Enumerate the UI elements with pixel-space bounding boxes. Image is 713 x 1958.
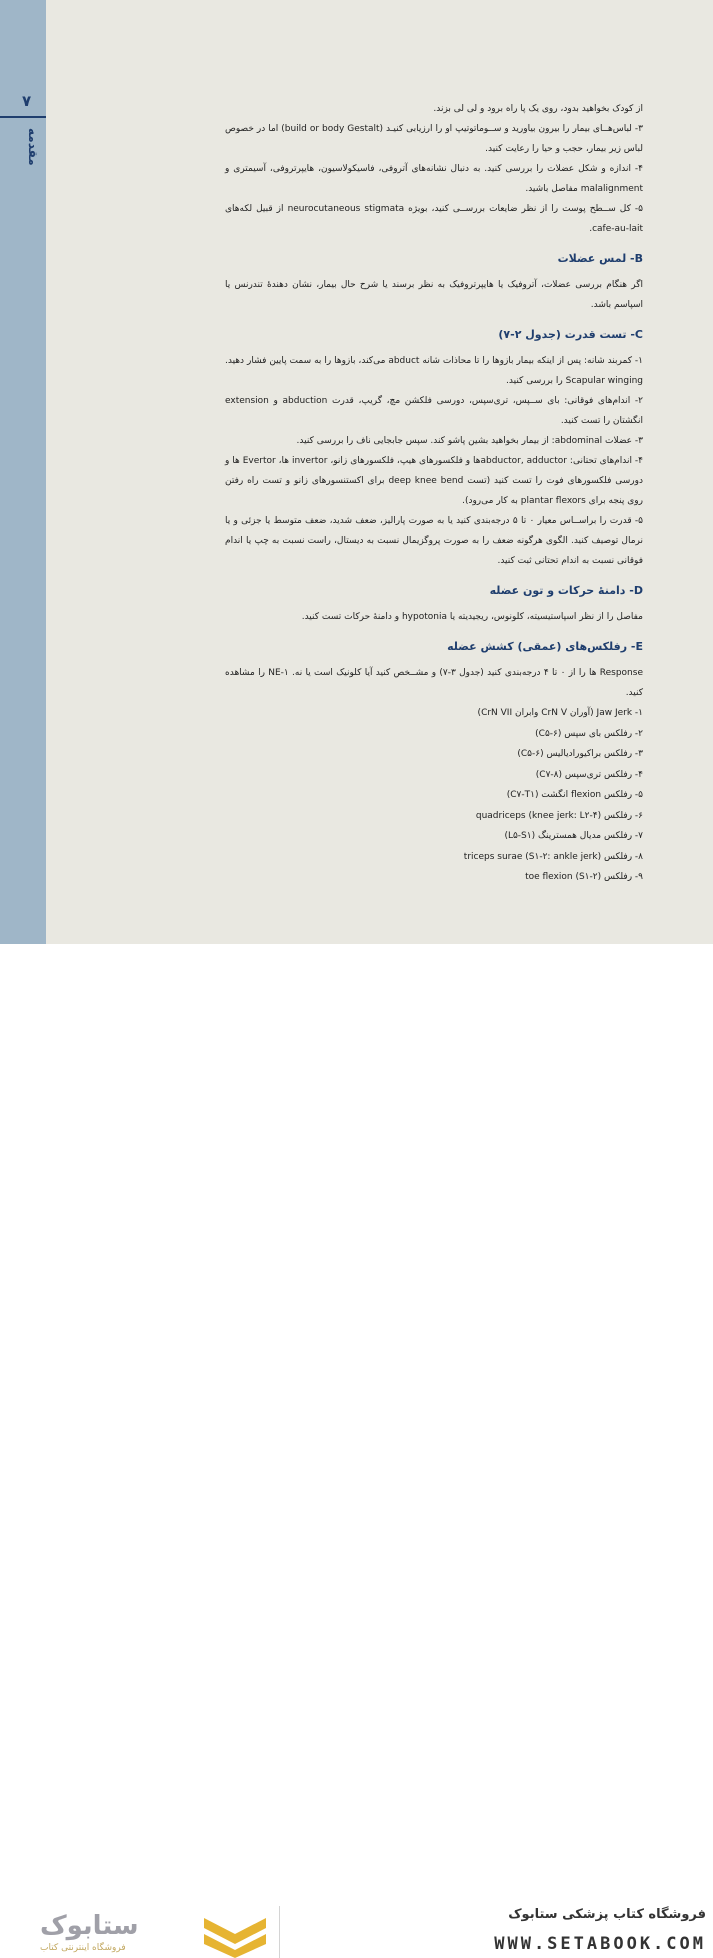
section-e-heading: E- رفلکس‌های (عمقی) کشش عضله	[447, 640, 643, 653]
section-c-heading: C- تست قدرت (جدول ۲-۷)	[498, 328, 643, 341]
list-item: ۱- کمربند شانه: پس از اینکه بیمار بازوها را تا محاذات شانه abduct می‌کند، بازوها را به سمت پایین فشار دهید. Scapular winging را بررسی کنید.	[225, 356, 643, 386]
list-item: ۲- رفلکس بای سپس (C۵-۶)	[535, 728, 643, 739]
paragraph: از کودک بخواهید بدود، روی یک پا راه برود و لی لی بزند.	[433, 104, 643, 114]
list-item: ۳- رفلکس براکیورادیالیس (C۵-۶)	[517, 749, 643, 759]
section-b-text: اگر هنگام بررسی عضلات، آتروفیک یا هایپرتروفیک به نظر برسند یا شرح حال بیمار، نشان دهندهٔ تندرنس یا اسپاسم باشد.	[225, 280, 643, 310]
book-logo-icon	[200, 1910, 270, 1958]
list-item: ۶- رفلکس quadriceps (knee jerk: L۲-۴)	[475, 810, 643, 821]
list-item: ۳- عضلات abdominal: از بیمار بخواهید بشین پاشو کند. سپس جابجایی ناف را بررسی کنید.	[296, 436, 643, 446]
page-content	[225, 99, 643, 888]
list-item: ۲- اندام‌های فوقانی: بای ســپس، تری‌سپس، دورسی فلکشن مچ، گریپ، قدرت abduction و extension انگشتان را تست کنید.	[225, 396, 643, 426]
list-item: ۴- رفلکس تری‌سپس (C۷-۸)	[535, 769, 643, 780]
logo-subtext: فروشگاه اینترنتی کتاب	[40, 1943, 126, 1953]
list-item: ۴- اندام‌های تحتانی: abductor, adductorها و فلکسورهای هیپ، فلکسورهای زانو، invertor ها، Evertor ها و دورسی فلکسورهای فوت را تست کنید (تست deep knee bend برای اکستنسورهای زانو و تست راه رفتن روی پنجه برای plantar flexors به کار می‌رود).	[225, 456, 644, 506]
paragraph: ۵- کل ســطح پوست را از نظر ضایعات بررســی کنید، بویژه neurocutaneous stigmata از قبیل لکه‌های cafe-au-lait.	[225, 204, 643, 234]
footer-banner	[0, 944, 713, 1954]
section-d-text: مفاصل را از نظر اسپاستیسیته، کلونوس، ریجیدیته یا hypotonia و دامنهٔ حرکات تست کنید.	[301, 612, 643, 622]
store-url[interactable]: WWW.SETABOOK.COM	[494, 1934, 706, 1954]
paragraph: ۴- اندازه و شکل عضلات را بررسی کنید. به دنبال نشانه‌های آتروفی، فاسیکولاسیون، هایپرتروفی، آسیمتری و malalignment مفاصل باشید.	[225, 164, 643, 194]
list-item: ۷- رفلکس مدیال همسترینگ (L۵-S۱)	[504, 831, 643, 841]
section-d-heading: D- دامنهٔ حرکات و تون عضله	[489, 584, 643, 597]
side-strip-divider	[0, 116, 46, 118]
list-item: ۹- رفلکس toe flexion (S۱-۲)	[525, 872, 643, 882]
section-b-heading: B- لمس عضلات	[557, 252, 643, 265]
book-page	[0, 0, 713, 944]
page-number: ۷	[22, 92, 32, 110]
list-item: ۵- رفلکس flexion انگشت (C۷-T۱)	[506, 790, 643, 800]
section-e-text: Response ها را از ۰ تا ۴ درجه‌بندی کنید (جدول ۳-۷) و مشــخص کنید آیا کلونیک است یا نه. NE-۱ را مشاهده کنید.	[225, 668, 643, 698]
logo-text: ستابوک	[40, 1911, 139, 1941]
store-name: فروشگاه کتاب پزشکی ستابوک	[508, 1907, 706, 1922]
paragraph: ۳- لباس‌هــای بیمار را بیرون بیاورید و ســوماتوتیپ او را ارزیابی کنیـد (build or body Gestalt) اما در خصوص لباس زیر بیمار، حجب و حیا را رعایت کنید.	[225, 124, 643, 154]
chapter-tab: مقدمه	[26, 128, 40, 166]
list-item: ۸- رفلکس triceps surae (S۱-۲: ankle jerk)	[463, 851, 643, 862]
footer-divider	[279, 1906, 280, 1958]
list-item: ۵- قدرت را براســاس معیار ۰ تا ۵ درجه‌بندی کنید یا به صورت پارالیز، ضعف شدید، ضعف متوسط یا جزئی و یا نرمال توصیف کنید. الگوی هرگونه ضعف را به صورت پروگزیمال نسبت به دیستال، راست نسبت به چپ یا اندام فوقانی نسبت به اندام تحتانی ثبت کنید.	[225, 516, 644, 566]
list-item: ۱- Jaw Jerk (آوران CrN V وابران CrN VII)	[477, 708, 643, 718]
